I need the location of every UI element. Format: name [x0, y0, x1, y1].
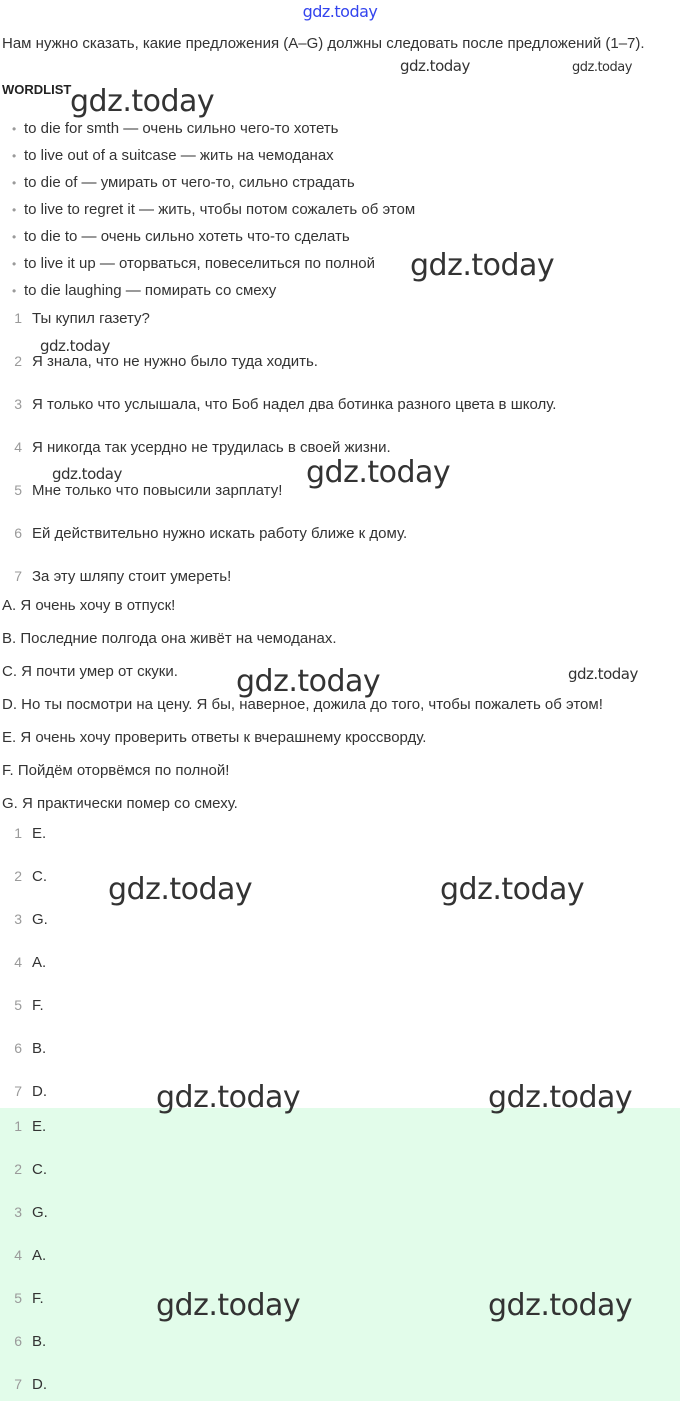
option-row: B. Последние полгода она живёт на чемоданах.: [2, 630, 337, 647]
watermark: gdz.today: [440, 872, 585, 907]
sentence-row: 4 Я никогда так усердно не трудилась в своей жизни.: [14, 439, 391, 456]
watermark: gdz.today: [236, 664, 381, 699]
watermark: gdz.today: [410, 248, 555, 283]
highlighted-answer-row: 2 C.: [14, 1161, 47, 1178]
answer-highlight-block: [0, 1108, 680, 1401]
wordlist-item: • to die for smth — очень сильно чего-то хотеть: [12, 115, 415, 142]
watermark: gdz.today: [568, 665, 638, 683]
bullet-icon: •: [12, 203, 17, 217]
highlighted-answer-row: 1 E.: [14, 1118, 47, 1135]
wordlist-item: • to live out of a suitcase — жить на чемоданах: [12, 142, 415, 169]
highlighted-answer-row: 7 D.: [14, 1376, 47, 1393]
bullet-icon: •: [12, 230, 17, 244]
answer-row: 2 C.: [14, 868, 47, 885]
wordlist-heading: WORDLIST: [2, 82, 72, 97]
answer-row: 3 G.: [14, 911, 48, 928]
site-link[interactable]: gdz.today: [302, 2, 378, 21]
bullet-icon: •: [12, 257, 17, 271]
highlighted-answer-row: 3 G.: [14, 1204, 48, 1221]
watermark: gdz.today: [572, 60, 632, 75]
sentence-row: 6 Ей действительно нужно искать работу ближе к дому.: [14, 525, 408, 542]
option-row: F. Пойдём оторвёмся по полной!: [2, 762, 230, 779]
wordlist: [12, 115, 415, 304]
task-instruction: Нам нужно сказать, какие предложения (A–G) должны следовать после предложений (1–7).: [2, 35, 645, 52]
sentence-row: 7 За эту шляпу стоит умереть!: [14, 568, 232, 585]
option-row: G. Я практически помер со смеху.: [2, 795, 238, 812]
watermark: gdz.today: [306, 455, 451, 490]
option-row: D. Но ты посмотри на цену. Я бы, наверное, дожила до того, чтобы пожалеть об этом!: [2, 696, 603, 713]
watermark: gdz.today: [400, 57, 470, 75]
wordlist-item: • to live to regret it — жить, чтобы потом сожалеть об этом: [12, 196, 415, 223]
watermark: gdz.today: [488, 1288, 633, 1323]
bullet-icon: •: [12, 122, 17, 136]
watermark: gdz.today: [108, 872, 253, 907]
wordlist-item: • to die to — очень сильно хотеть что-то сделать: [12, 223, 415, 250]
watermark: gdz.today: [488, 1080, 633, 1115]
sentence-row: 2 Я знала, что не нужно было туда ходить.: [14, 353, 318, 370]
wordlist-item: • to die of — умирать от чего-то, сильно страдать: [12, 169, 415, 196]
bullet-icon: •: [12, 284, 17, 298]
watermark: gdz.today: [70, 84, 215, 119]
watermark: gdz.today: [40, 337, 110, 355]
answer-row: 1 E.: [14, 825, 47, 842]
bullet-icon: •: [12, 149, 17, 163]
highlighted-answer-row: 5 F.: [14, 1290, 44, 1307]
wordlist-item: • to live it up — оторваться, повеселиться по полной: [12, 250, 415, 277]
watermark: gdz.today: [52, 465, 122, 483]
answer-row: 5 F.: [14, 997, 44, 1014]
wordlist-item: • to die laughing — помирать со смеху: [12, 277, 415, 304]
answer-row: 4 A.: [14, 954, 47, 971]
answer-row: 6 B.: [14, 1040, 47, 1057]
sentence-row: 1 Ты купил газету?: [14, 310, 150, 327]
highlighted-answer-row: 4 A.: [14, 1247, 47, 1264]
bullet-icon: •: [12, 176, 17, 190]
watermark: gdz.today: [156, 1288, 301, 1323]
sentence-row: 3 Я только что услышала, что Боб надел два ботинка разного цвета в школу.: [14, 396, 557, 413]
watermark: gdz.today: [156, 1080, 301, 1115]
highlighted-answer-row: 6 B.: [14, 1333, 47, 1350]
option-row: A. Я очень хочу в отпуск!: [2, 597, 176, 614]
sentence-row: 5 Мне только что повысили зарплату!: [14, 482, 283, 499]
answer-row: 7 D.: [14, 1083, 47, 1100]
option-row: E. Я очень хочу проверить ответы к вчерашнему кроссворду.: [2, 729, 427, 746]
option-row: C. Я почти умер от скуки.: [2, 663, 178, 680]
